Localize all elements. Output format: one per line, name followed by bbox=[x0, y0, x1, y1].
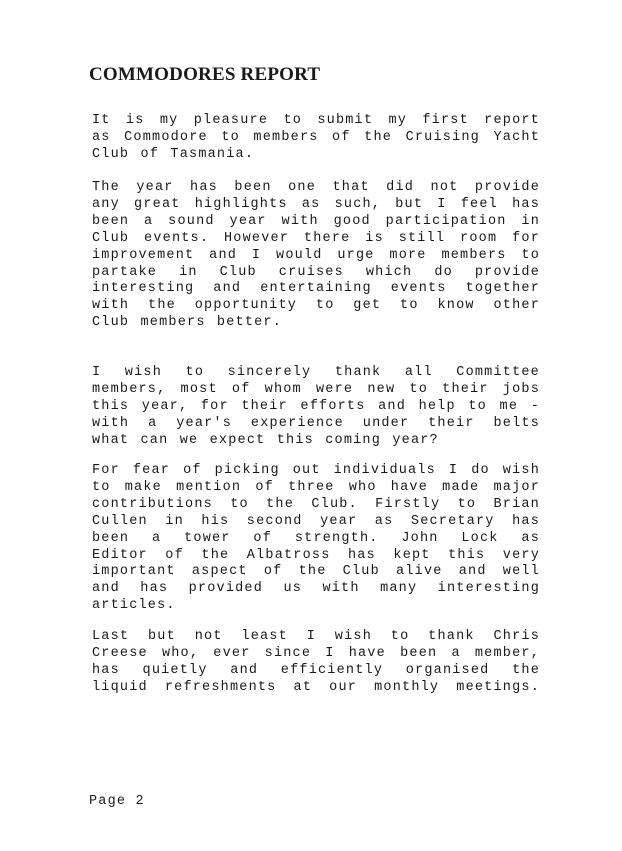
text-line: It is my pleasure to submit my first report bbox=[92, 113, 540, 128]
text-line: liquid refreshments at our monthly meetings. bbox=[92, 679, 540, 695]
page-number: Page 2 bbox=[89, 794, 145, 809]
text-line: The year has been one that did not provide bbox=[92, 180, 540, 195]
text-line: been a tower of strength. John Lock as bbox=[92, 530, 540, 546]
text-line: contributions to the Club. Firstly to Brian bbox=[92, 496, 540, 512]
page-title: COMMODORES REPORT bbox=[89, 64, 321, 85]
text-line: any great highlights as such, but I feel has bbox=[92, 196, 540, 212]
text-line: with the opportunity to get to know other bbox=[92, 298, 540, 314]
text-line: with a year's experience under their belts bbox=[92, 415, 540, 431]
text-line: as Commodore to members of the Cruising Yacht bbox=[92, 129, 540, 145]
text-line: Editor of the Albatross has kept this very bbox=[92, 547, 540, 563]
text-line: improvement and I would urge more members to bbox=[92, 247, 540, 263]
text-line: articles. bbox=[92, 598, 176, 614]
paragraph-individual-mentions bbox=[92, 463, 540, 615]
text-line: this year, for their efforts and help to me - bbox=[92, 398, 540, 414]
text-line: Club members better. bbox=[92, 315, 283, 331]
text-line: members, most of whom were new to their jobs bbox=[92, 381, 540, 397]
text-line: important aspect of the Club alive and well bbox=[92, 564, 540, 580]
paragraph-intro bbox=[92, 113, 540, 164]
text-line: Club events. However there is still room for bbox=[92, 230, 540, 246]
text-line: has quietly and efficiently organised the bbox=[92, 662, 540, 678]
text-line: Cullen in his second year as Secretary has bbox=[92, 513, 540, 529]
text-line: to make mention of three who have made major bbox=[92, 479, 540, 495]
paragraph-committee-thanks bbox=[92, 365, 540, 450]
paragraph-year-summary bbox=[92, 180, 540, 332]
text-line: For fear of picking out individuals I do wish bbox=[92, 463, 540, 478]
text-line: I wish to sincerely thank all Committee bbox=[92, 365, 540, 380]
text-line: Last but not least I wish to thank Chris bbox=[92, 629, 540, 644]
paragraph-closing-thanks bbox=[92, 629, 540, 697]
text-line: interesting and entertaining events together bbox=[92, 281, 540, 297]
text-line: and has provided us with many interesting bbox=[92, 581, 540, 597]
text-line: partake in Club cruises which do provide bbox=[92, 264, 540, 280]
text-line: Creese who, ever since I have been a member, bbox=[92, 645, 540, 661]
text-line: Club of Tasmania. bbox=[92, 146, 255, 162]
text-line: been a sound year with good participation in bbox=[92, 213, 540, 229]
text-line: what can we expect this coming year? bbox=[92, 432, 439, 448]
